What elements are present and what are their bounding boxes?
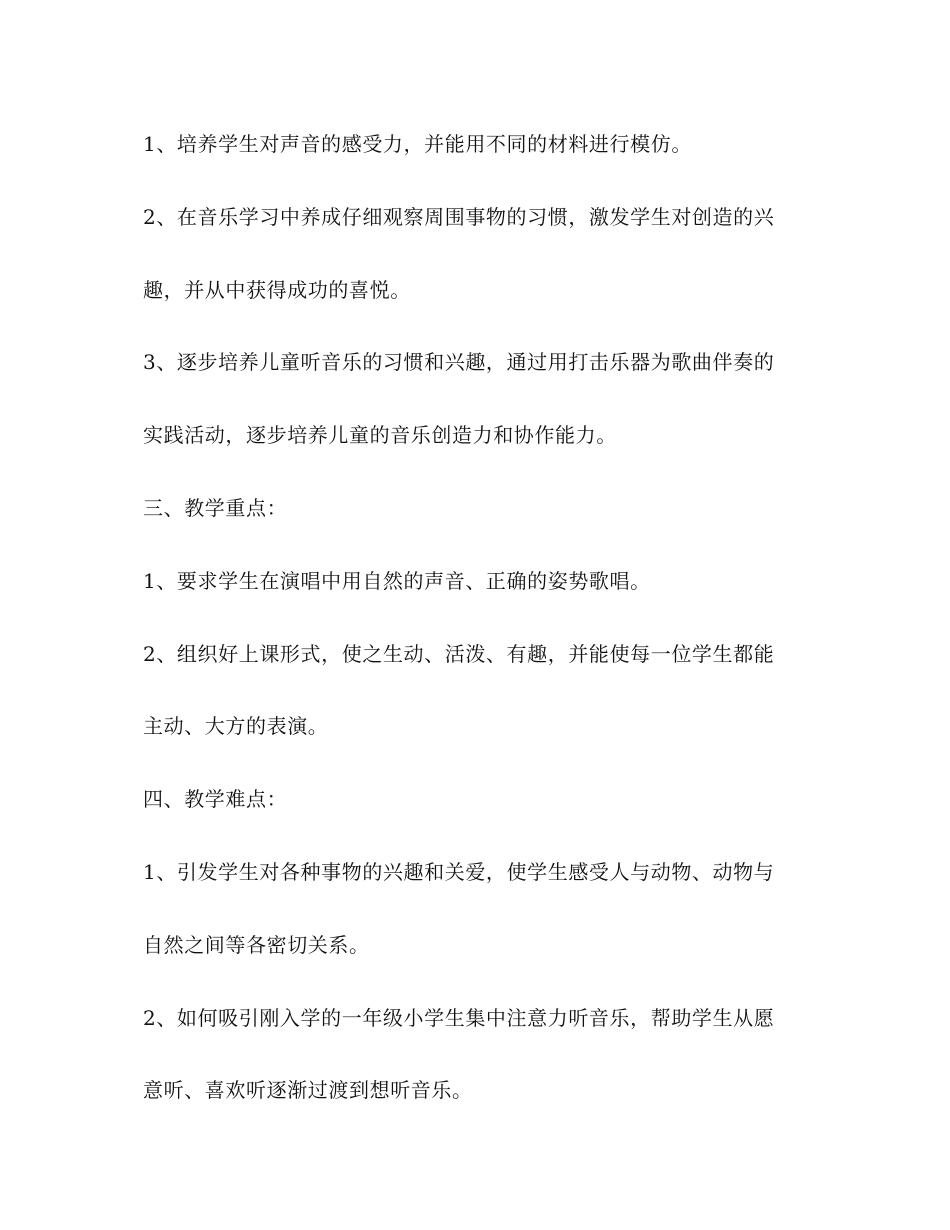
objective-line-3-continued: 实践活动，逐步培养儿童的音乐创造力和协作能力。 [143,423,617,447]
difficulty-line-2: 2、如何吸引刚入学的一年级小学生集中注意力听音乐，帮助学生从愿 [143,1006,775,1030]
section-heading-key-points: 三、教学重点： [143,496,288,520]
difficulty-line-1-continued: 自然之间等各密切关系。 [143,933,370,957]
objective-line-3: 3、逐步培养儿童听音乐的习惯和兴趣，通过用打击乐器为歌曲伴奏的 [143,350,775,374]
key-point-line-2-continued: 主动、大方的表演。 [143,714,329,738]
section-heading-difficulties: 四、教学难点： [143,787,288,811]
objective-line-2-continued: 趣，并从中获得成功的喜悦。 [143,278,411,302]
objective-line-1: 1、培养学生对声音的感受力，并能用不同的材料进行模仿。 [143,132,692,156]
difficulty-line-2-continued: 意听、喜欢听逐渐过渡到想听音乐。 [143,1078,473,1102]
objective-line-2: 2、在音乐学习中养成仔细观察周围事物的习惯，激发学生对创造的兴 [143,205,775,229]
key-point-line-1: 1、要求学生在演唱中用自然的声音、正确的姿势歌唱。 [143,569,651,593]
key-point-line-2: 2、组织好上课形式，使之生动、活泼、有趣，并能使每一位学生都能 [143,642,775,666]
difficulty-line-1: 1、引发学生对各种事物的兴趣和关爱，使学生感受人与动物、动物与 [143,860,775,884]
